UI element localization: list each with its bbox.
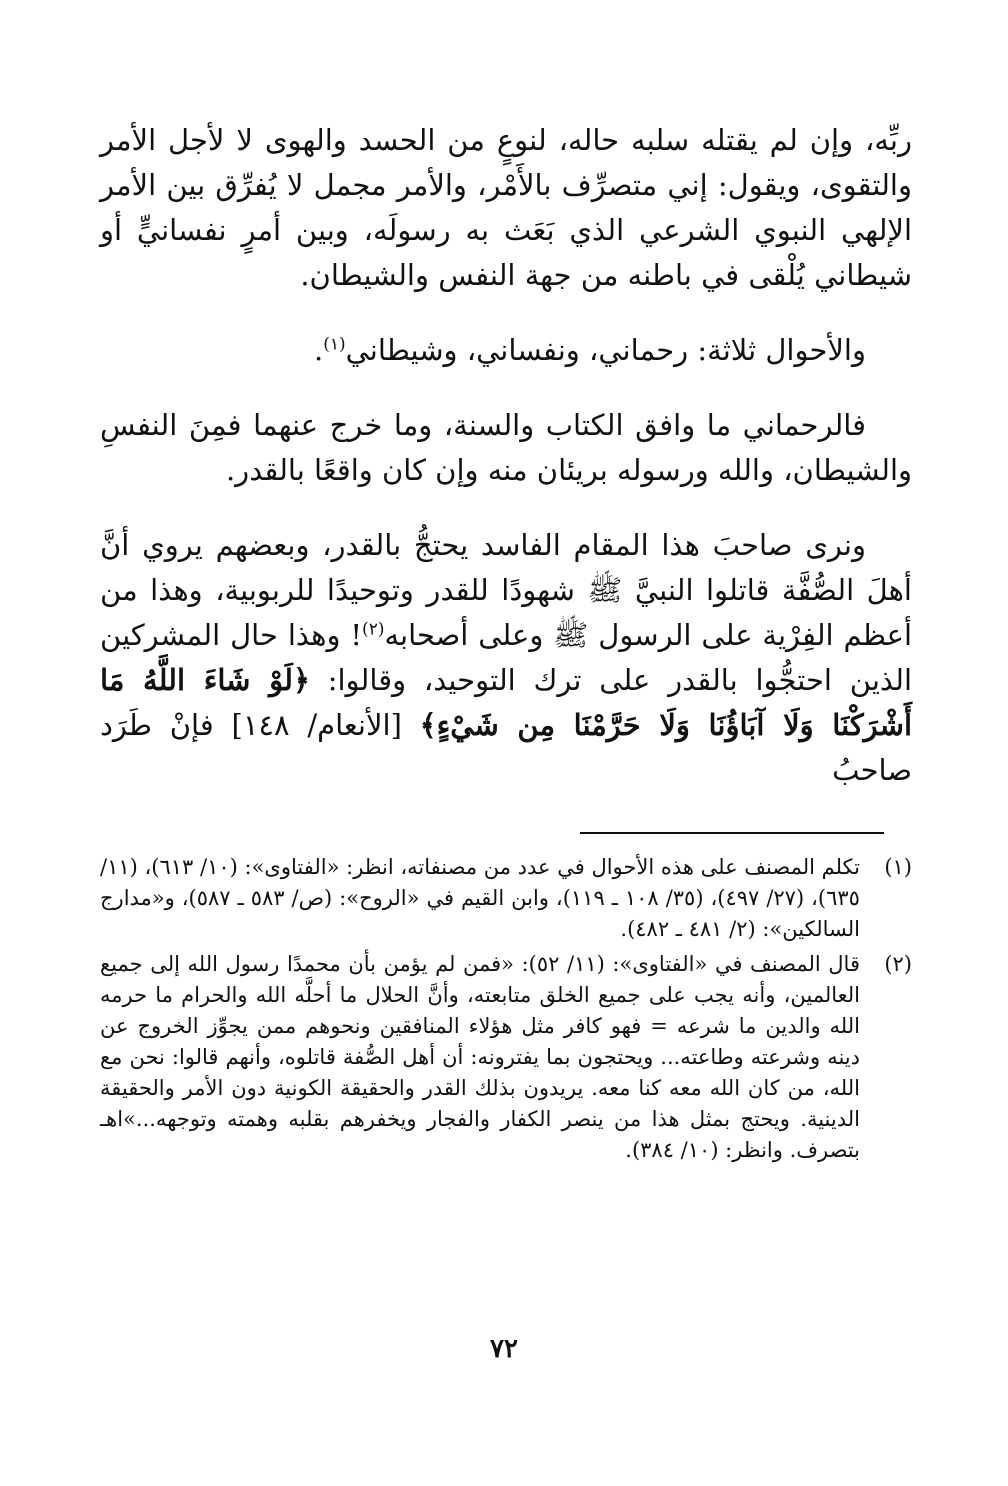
footnote-1-text: تكلم المصنف على هذه الأحوال في عدد من مصنفاته، انظر: «الفتاوى»: (١٠/ ٦١٣)، (١١/ ٦٣٥)، (٢٧/ ٤٩٧)، (٣٥/ ١٠٨ ـ ١١٩)، وابن القيم في «الروح»: (ص/ ٥٨٣ ـ ٥٨٧)، و«مدارج السالكين»: (٢/ ٤٨١ ـ ٤٨٢). — [99, 855, 860, 941]
quran-verse: ﴿لَوْ شَاءَ اللَّهُ مَا أَشْرَكْنَا وَلَا آبَاؤُنَا وَلَا حَرَّمْنَا مِن شَيْءٍ﴾ — [100, 663, 912, 742]
paragraph-4 — [100, 523, 912, 793]
paragraph-2-end: . — [313, 333, 324, 367]
main-text-body — [100, 118, 912, 793]
paragraph-4-continued: ! وهذا حال المشركين الذين احتجُّوا بالقدر على ترك التوحيد، وقالوا: — [100, 618, 913, 697]
footnote-ref-1[interactable]: (١) — [323, 334, 346, 355]
footnote-divider — [580, 832, 884, 834]
paragraph-2 — [100, 328, 912, 373]
footnote-1 — [100, 852, 912, 945]
paragraph-1-text: ربِّه، وإن لم يقتله سلبه حاله، لنوعٍ من الحسد والهوى لا لأجل الأمر والتقوى، ويقول: إني متصرِّف بالأَمْر، والأمر مجمل لا يُفرِّق بين الأمر الإلهي النبوي الشرعي الذي بَعَث به رسولَه، وبين أمرٍ نفسانيٍّ أو شيطاني يُلْقى في باطنه من جهة النفس والشيطان. — [100, 123, 912, 292]
page-number: ٧٢ — [490, 1334, 518, 1364]
paragraph-1 — [100, 118, 912, 298]
paragraph-4-text: ونرى صاحبَ هذا المقام الفاسد يحتجُّ بالقدر، وبعضهم يروي أنَّ أهلَ الصُّفَّة قاتلوا النبيَّ ﷺ شهودًا للقدر وتوحيدًا للربوبية، وهذا من أعظم الفِرْية على الرسول ﷺ وعلى أصحابه — [100, 528, 913, 652]
footnote-2-text: قال المصنف في «الفتاوى»: (١١/ ٥٢): «فمن لم يؤمن بأن محمدًا رسول الله إلى جميع العالمين، وأنه يجب على جميع الخلق متابعته، وأنَّ الحلال ما أحلَّه الله والحرام ما حرمه الله والدين ما شرعه = فهو كافر مثل هؤلاء المنافقين ونحوهم ممن يجوِّز الخروج عن دينه وشرعته وطاعته... ويحتجون بما يفترونه: أن أهل الصُّفة قاتلوه، وأنهم قالوا: نحن مع الله، من كان الله معه كنا معه. يريدون بذلك القدر والحقيقة الكونية دون الأمر والحقيقة الدينية. ويحتج بمثل هذا من ينصر الكفار والفجار ويخفرهم بقلبه وهمته وتوجهه...»اهـ بتصرف. وانظر: (١٠/ ٣٨٤). — [100, 952, 860, 1162]
footnote-2 — [100, 949, 912, 1166]
quran-reference: [الأنعام/ ١٤٨] — [231, 708, 402, 742]
paragraph-4-end: فإنْ طَرَد صاحبُ — [100, 708, 912, 787]
footnote-1-number: (١) — [884, 855, 912, 879]
footnote-ref-2[interactable]: (٢) — [362, 619, 385, 640]
paragraph-3-text: فالرحماني ما وافق الكتاب والسنة، وما خرج عنهما فمِنَ النفسِ والشيطان، والله ورسوله بريئان منه وإن كان واقعًا بالقدر. — [100, 408, 912, 487]
paragraph-2-text: والأحوال ثلاثة: رحماني، ونفساني، وشيطاني — [345, 333, 866, 367]
footnote-2-number: (٢) — [884, 952, 912, 976]
footnotes-section — [100, 852, 912, 1170]
paragraph-3 — [100, 403, 912, 493]
